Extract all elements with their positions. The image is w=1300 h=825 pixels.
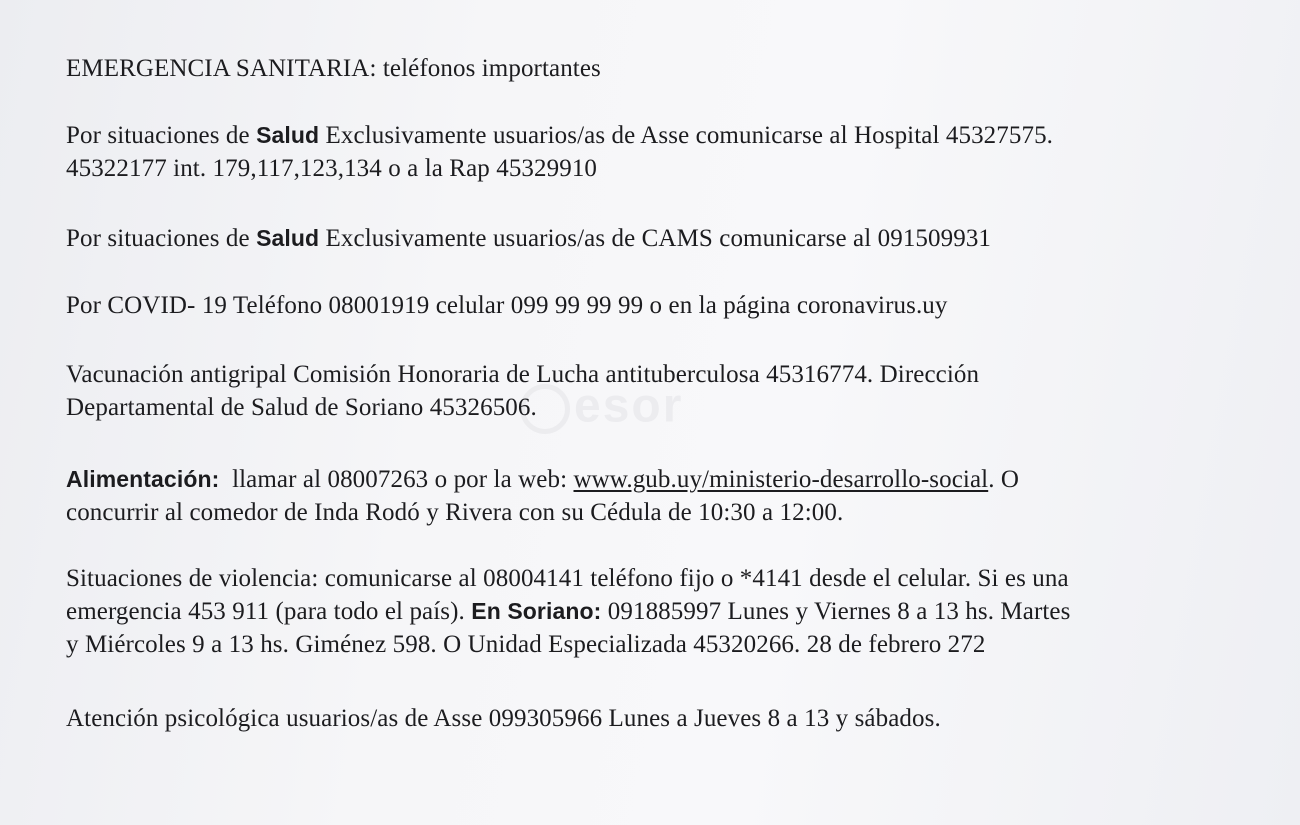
paragraph-psychological — [66, 702, 1276, 735]
paragraph-line: Atención psicológica usuarios/as de Asse 099305966 Lunes a Jueves 8 a 13 y sábados. — [66, 705, 941, 732]
paragraph-line: Departamental de Salud de Soriano 45326506. — [66, 394, 537, 421]
paragraph-line — [66, 119, 1276, 152]
watermark-text: esor — [574, 379, 684, 433]
bold-text: En Soriano: — [471, 598, 602, 624]
paragraph-line: Por COVID- 19 Teléfono 08001919 celular 099 99 99 99 o en la página coronavirus.uy — [66, 292, 948, 319]
bold-text: Salud — [256, 122, 320, 148]
paragraph-line: concurrir al comedor de Inda Rodó y Rivera con su Cédula de 10:30 a 12:00. — [66, 499, 844, 526]
web-link[interactable]: www.gub.uy/ministerio-desarrollo-social — [573, 466, 989, 493]
text-run: Exclusivamente usuarios/as de CAMS comunicarse al 091509931 — [319, 225, 992, 252]
paragraph-violence — [66, 562, 1276, 661]
text-run: llamar al 08007263 o por la web: — [219, 466, 574, 493]
paragraph-line — [66, 595, 1276, 628]
paragraph-asse-health — [66, 119, 1276, 185]
text-run: 091885997 Lunes y Viernes 8 a 13 hs. Martes — [601, 598, 1071, 625]
paragraph-line: y Miércoles 9 a 13 hs. Giménez 598. O Unidad Especializada 45320266. 28 de febrero 272 — [66, 631, 986, 658]
paragraph-line: Vacunación antigripal Comisión Honoraria de Lucha antituberculosa 45316774. Dirección — [66, 361, 980, 388]
text-run: Exclusivamente usuarios/as de Asse comunicarse al Hospital 45327575. — [319, 122, 1054, 149]
document-heading — [66, 52, 1276, 85]
paragraph-covid — [66, 289, 1276, 322]
text-run: emergencia 453 911 (para todo el país). — [66, 598, 472, 625]
paragraph-line — [66, 463, 1276, 496]
paragraph-cams-health — [66, 222, 1276, 255]
heading-text: EMERGENCIA SANITARIA: teléfonos importantes — [66, 55, 601, 82]
paragraph-line: Situaciones de violencia: comunicarse al 08004141 teléfono fijo o *4141 desde el celular. Si es una — [66, 565, 1069, 592]
text-run: . O — [988, 466, 1020, 493]
bold-text: Salud — [256, 225, 320, 251]
text-run: Por situaciones de — [66, 122, 257, 149]
paragraph-food — [66, 463, 1276, 529]
bold-text: Alimentación: — [66, 466, 220, 492]
text-run: Por situaciones de — [66, 225, 257, 252]
paragraph-vaccination — [66, 358, 1276, 424]
paragraph-line: 45322177 int. 179,117,123,134 o a la Rap 45329910 — [66, 155, 598, 182]
paragraph-line — [66, 222, 1276, 255]
